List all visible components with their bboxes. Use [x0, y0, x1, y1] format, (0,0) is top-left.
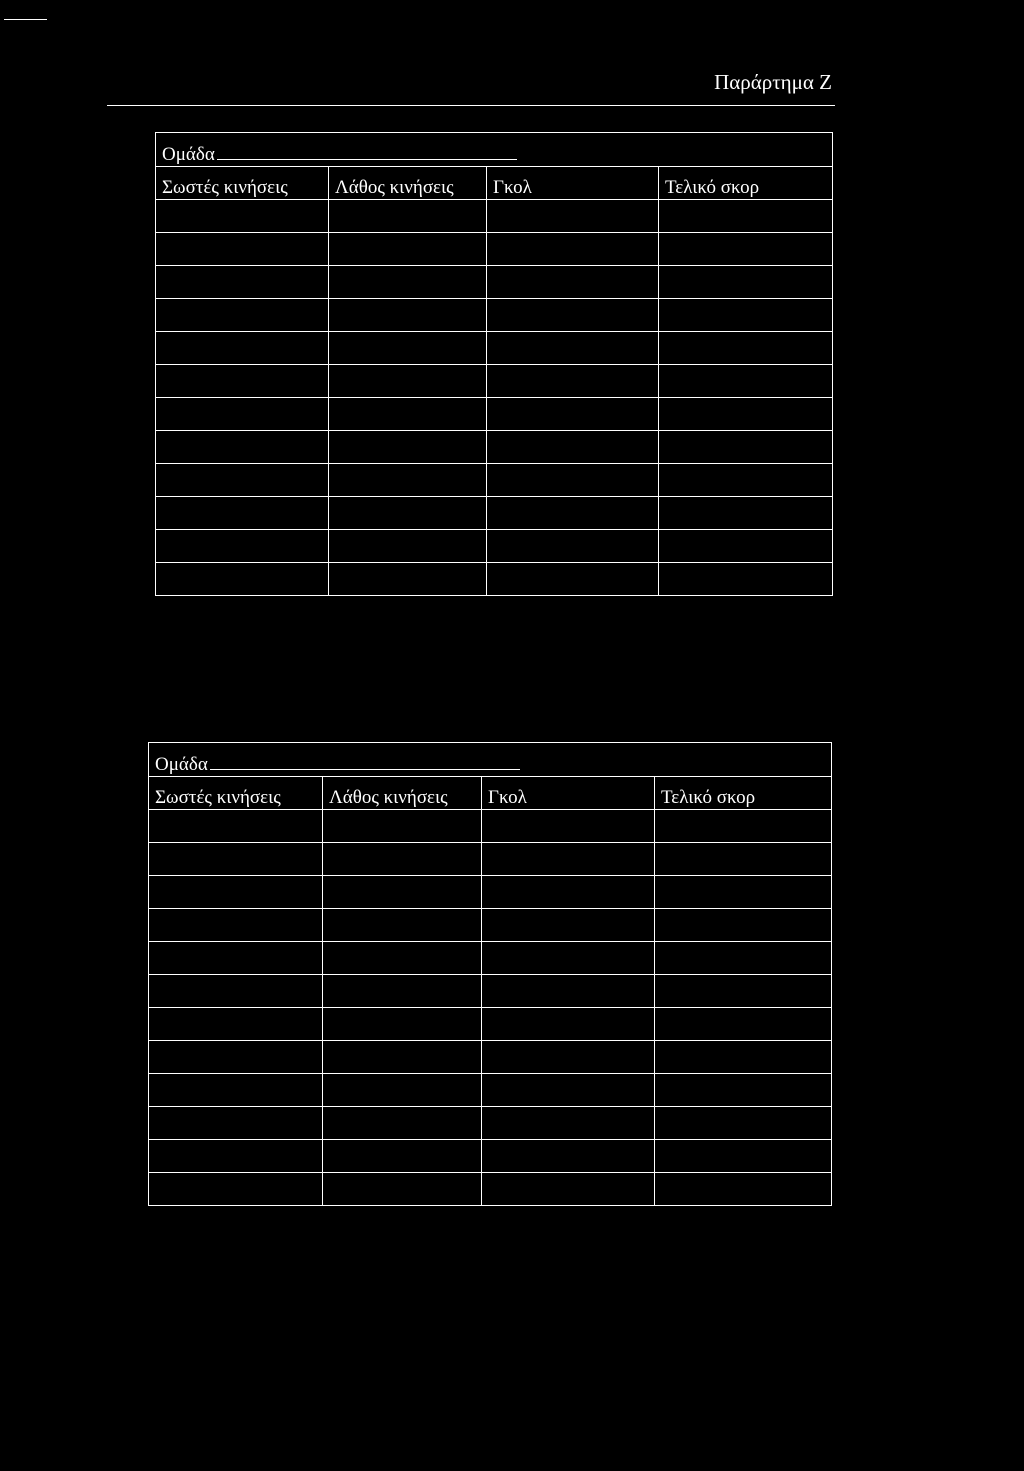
cell-correct-moves[interactable] — [156, 464, 329, 497]
cell-correct-moves[interactable] — [156, 200, 329, 233]
cell-correct-moves[interactable] — [156, 431, 329, 464]
table-row — [149, 975, 832, 1008]
table-row — [149, 1173, 832, 1206]
column-header-goals: Γκολ — [487, 167, 659, 200]
column-header-goals: Γκολ — [482, 777, 655, 810]
cell-final-score[interactable] — [655, 942, 832, 975]
table-row — [156, 365, 833, 398]
cell-final-score[interactable] — [655, 1074, 832, 1107]
cell-goals[interactable] — [487, 563, 659, 596]
cell-wrong-moves[interactable] — [329, 332, 487, 365]
cell-wrong-moves[interactable] — [323, 1008, 482, 1041]
cell-goals[interactable] — [487, 464, 659, 497]
team-row — [149, 743, 832, 777]
cell-final-score[interactable] — [659, 332, 833, 365]
cell-correct-moves[interactable] — [149, 909, 323, 942]
cell-goals[interactable] — [482, 1140, 655, 1173]
table-row — [149, 1107, 832, 1140]
cell-wrong-moves[interactable] — [323, 1107, 482, 1140]
cell-correct-moves[interactable] — [149, 1140, 323, 1173]
table-row — [149, 1140, 832, 1173]
cell-goals[interactable] — [487, 266, 659, 299]
table-row — [156, 200, 833, 233]
cell-goals[interactable] — [482, 909, 655, 942]
corner-mark — [4, 19, 47, 20]
table-row — [149, 810, 832, 843]
team-label: Ομάδα — [155, 754, 208, 775]
table-row — [156, 332, 833, 365]
column-header-final-score: Τελικό σκορ — [655, 777, 832, 810]
cell-correct-moves[interactable] — [156, 563, 329, 596]
table-row — [149, 843, 832, 876]
score-table — [155, 132, 833, 596]
cell-final-score[interactable] — [659, 431, 833, 464]
cell-wrong-moves[interactable] — [323, 1140, 482, 1173]
cell-correct-moves[interactable] — [149, 1074, 323, 1107]
cell-wrong-moves[interactable] — [329, 530, 487, 563]
cell-correct-moves[interactable] — [149, 942, 323, 975]
cell-final-score[interactable] — [655, 1107, 832, 1140]
cell-final-score[interactable] — [659, 398, 833, 431]
cell-final-score[interactable] — [655, 1173, 832, 1206]
table-body — [149, 810, 832, 1206]
table-row — [156, 431, 833, 464]
table-row — [149, 1008, 832, 1041]
cell-correct-moves[interactable] — [156, 365, 329, 398]
cell-correct-moves[interactable] — [156, 233, 329, 266]
cell-correct-moves[interactable] — [149, 1107, 323, 1140]
cell-wrong-moves[interactable] — [323, 843, 482, 876]
cell-correct-moves[interactable] — [156, 398, 329, 431]
cell-correct-moves[interactable] — [156, 299, 329, 332]
cell-goals[interactable] — [487, 530, 659, 563]
cell-goals[interactable] — [487, 497, 659, 530]
cell-goals[interactable] — [487, 365, 659, 398]
cell-final-score[interactable] — [655, 810, 832, 843]
cell-final-score[interactable] — [659, 299, 833, 332]
cell-final-score[interactable] — [655, 876, 832, 909]
cell-wrong-moves[interactable] — [323, 1173, 482, 1206]
cell-final-score[interactable] — [655, 843, 832, 876]
cell-final-score[interactable] — [659, 464, 833, 497]
cell-correct-moves[interactable] — [149, 843, 323, 876]
table-row — [149, 1074, 832, 1107]
cell-final-score[interactable] — [655, 1140, 832, 1173]
column-header-final-score: Τελικό σκορ — [659, 167, 833, 200]
team-name-field[interactable] — [217, 145, 517, 160]
cell-correct-moves[interactable] — [149, 1041, 323, 1074]
table-row — [156, 563, 833, 596]
cell-final-score[interactable] — [659, 365, 833, 398]
cell-final-score[interactable] — [655, 975, 832, 1008]
column-header-wrong-moves: Λάθος κινήσεις — [323, 777, 482, 810]
cell-goals[interactable] — [482, 942, 655, 975]
table-row — [156, 233, 833, 266]
table-row — [149, 909, 832, 942]
cell-correct-moves[interactable] — [149, 1008, 323, 1041]
cell-wrong-moves[interactable] — [323, 1074, 482, 1107]
cell-wrong-moves[interactable] — [329, 497, 487, 530]
cell-final-score[interactable] — [655, 1008, 832, 1041]
cell-wrong-moves[interactable] — [329, 563, 487, 596]
cell-wrong-moves[interactable] — [329, 233, 487, 266]
cell-wrong-moves[interactable] — [329, 431, 487, 464]
cell-final-score[interactable] — [659, 530, 833, 563]
cell-correct-moves[interactable] — [156, 497, 329, 530]
cell-wrong-moves[interactable] — [329, 464, 487, 497]
cell-final-score[interactable] — [659, 563, 833, 596]
cell-wrong-moves[interactable] — [329, 365, 487, 398]
team-name-field[interactable] — [210, 755, 520, 770]
cell-goals[interactable] — [487, 332, 659, 365]
table-row — [156, 464, 833, 497]
table-row — [156, 398, 833, 431]
table-row — [156, 266, 833, 299]
cell-goals[interactable] — [487, 398, 659, 431]
column-header-correct-moves: Σωστές κινήσεις — [149, 777, 323, 810]
cell-correct-moves[interactable] — [149, 1173, 323, 1206]
header-rule — [107, 105, 835, 106]
table-row — [149, 1041, 832, 1074]
table-row — [156, 530, 833, 563]
table-row — [149, 876, 832, 909]
cell-final-score[interactable] — [659, 497, 833, 530]
cell-goals[interactable] — [487, 431, 659, 464]
cell-final-score[interactable] — [659, 200, 833, 233]
cell-goals[interactable] — [482, 876, 655, 909]
team-cell — [149, 743, 832, 777]
cell-goals[interactable] — [487, 299, 659, 332]
cell-wrong-moves[interactable] — [329, 266, 487, 299]
cell-final-score[interactable] — [655, 909, 832, 942]
cell-wrong-moves[interactable] — [323, 1041, 482, 1074]
team-cell — [156, 133, 833, 167]
cell-wrong-moves[interactable] — [323, 942, 482, 975]
cell-wrong-moves[interactable] — [323, 810, 482, 843]
cell-wrong-moves[interactable] — [329, 200, 487, 233]
cell-goals[interactable] — [482, 1008, 655, 1041]
score-table — [148, 742, 832, 1206]
cell-wrong-moves[interactable] — [329, 398, 487, 431]
column-header-row — [149, 777, 832, 810]
cell-goals[interactable] — [482, 1107, 655, 1140]
table-row — [156, 497, 833, 530]
column-header-row — [156, 167, 833, 200]
cell-wrong-moves[interactable] — [323, 909, 482, 942]
cell-final-score[interactable] — [659, 266, 833, 299]
cell-goals[interactable] — [482, 1173, 655, 1206]
cell-goals[interactable] — [487, 233, 659, 266]
cell-goals[interactable] — [487, 200, 659, 233]
cell-goals[interactable] — [482, 1074, 655, 1107]
table-row — [149, 942, 832, 975]
cell-wrong-moves[interactable] — [323, 975, 482, 1008]
table-body — [156, 200, 833, 596]
cell-correct-moves[interactable] — [156, 266, 329, 299]
column-header-correct-moves: Σωστές κινήσεις — [156, 167, 329, 200]
cell-goals[interactable] — [482, 810, 655, 843]
cell-correct-moves[interactable] — [156, 332, 329, 365]
cell-final-score[interactable] — [655, 1041, 832, 1074]
cell-correct-moves[interactable] — [156, 530, 329, 563]
cell-correct-moves[interactable] — [149, 810, 323, 843]
table-row — [156, 299, 833, 332]
cell-wrong-moves[interactable] — [329, 299, 487, 332]
cell-goals[interactable] — [482, 843, 655, 876]
team-row — [156, 133, 833, 167]
cell-correct-moves[interactable] — [149, 975, 323, 1008]
cell-final-score[interactable] — [659, 233, 833, 266]
column-header-wrong-moves: Λάθος κινήσεις — [329, 167, 487, 200]
cell-goals[interactable] — [482, 1041, 655, 1074]
team-label: Ομάδα — [162, 144, 215, 165]
cell-correct-moves[interactable] — [149, 876, 323, 909]
cell-goals[interactable] — [482, 975, 655, 1008]
appendix-title: Παράρτημα Ζ — [714, 70, 832, 94]
cell-wrong-moves[interactable] — [323, 876, 482, 909]
